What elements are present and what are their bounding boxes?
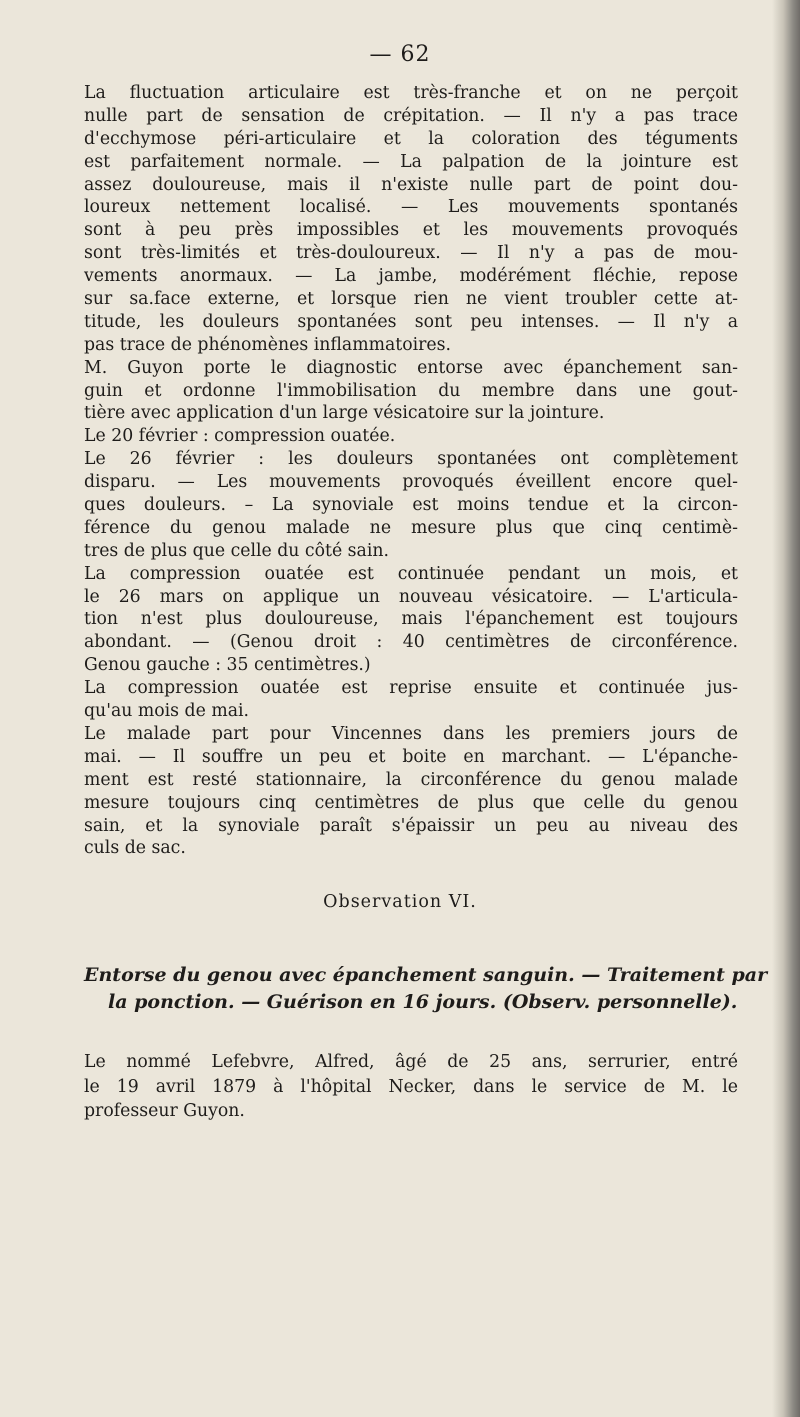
text-line: sain, et la synoviale paraît s'épaissir un peu au niveau des (84, 815, 738, 836)
page-edge-shadow (772, 0, 800, 1417)
text-line: La compression ouatée est continuée pendant un mois, et (84, 563, 738, 584)
subtitle-line: Entorse du genou avec épanchement sanguin. — Traitement par (84, 964, 768, 986)
text-line: Le 26 février : les douleurs spontanées ont complètement (84, 449, 738, 470)
text-line: d'ecchymose péri-articulaire et la coloration des téguments (84, 128, 738, 149)
text-line: titude, les douleurs spontanées sont peu intenses. — Il n'y a (84, 311, 738, 332)
text-line: M. Guyon porte le diagnostic entorse avec épanchement san- (84, 357, 738, 378)
text-line: mai. — Il souffre un peu et boite en marchant. — L'épanche- (84, 746, 738, 767)
text-line: loureux nettement localisé. — Les mouvements spontanés (84, 197, 738, 218)
text-line: pas trace de phénomènes inflammatoires. (84, 334, 451, 355)
text-line: mesure toujours cinq centimètres de plus que celle du genou (84, 792, 738, 813)
text-line: tière avec application d'un large vésicatoire sur la jointure. (84, 403, 605, 424)
text-line: Genou gauche : 35 centimètres.) (84, 655, 371, 676)
text-line: nulle part de sensation de crépitation. — Il n'y a pas trace (84, 105, 738, 126)
text-line: férence du genou malade ne mesure plus que cinq centimè- (84, 517, 738, 538)
text-line: le 26 mars on applique un nouveau vésicatoire. — L'articula- (84, 586, 738, 607)
text-line: La fluctuation articulaire est très-franche et on ne perçoit (84, 83, 738, 103)
text-line: tres de plus que celle du côté sain. (84, 540, 390, 561)
text-line: Le nommé Lefebvre, Alfred, âgé de 25 ans, serrurier, entré (84, 1052, 738, 1072)
text-line: sont à peu près impossibles et les mouvements provoqués (84, 220, 738, 241)
text-line: sont très-limités et très-douloureux. — Il n'y a pas de mou- (84, 243, 738, 264)
observation-intro (84, 1050, 738, 1124)
text-line: est parfaitement normale. — La palpation de la jointure est (84, 151, 738, 172)
text-line: Le malade part pour Vincennes dans les premiers jours de (84, 723, 738, 744)
body-text (84, 82, 738, 860)
text-line: La compression ouatée est reprise ensuite et continuée jus- (84, 678, 738, 699)
text-line: disparu. — Les mouvements provoqués éveillent encore quel- (84, 472, 738, 493)
subtitle-line: la ponction. — Guérison en 16 jours. (Observ. personnelle). (108, 991, 738, 1013)
text-line: tion n'est plus douloureuse, mais l'épanchement est toujours (84, 609, 738, 630)
text-line: Le 20 février : compression ouatée. (84, 426, 396, 447)
page-number: — 62 (369, 42, 431, 67)
observation-subtitle (84, 962, 768, 1016)
text-line: ment est resté stationnaire, la circonférence du genou malade (84, 769, 738, 790)
text-line: culs de sac. (84, 838, 186, 859)
text-line: qu'au mois de mai. (84, 701, 250, 722)
text-line: assez douloureuse, mais il n'existe nulle part de point dou- (84, 174, 738, 195)
text-line: le 19 avril 1879 à l'hôpital Necker, dans le service de M. le (84, 1076, 738, 1097)
observation-heading: Observation VI. (323, 892, 477, 912)
text-line: professeur Guyon. (84, 1101, 245, 1121)
text-line: ques douleurs. – La synoviale est moins tendue et la circon- (84, 495, 738, 516)
text-line: guin et ordonne l'immobilisation du membre dans une gout- (84, 380, 738, 401)
text-line: sur sa.face externe, et lorsque rien ne vient troubler cette at- (84, 289, 738, 310)
text-line: abondant. — (Genou droit : 40 centimètres de circonférence. (84, 632, 738, 653)
text-line: vements anormaux. — La jambe, modérément fléchie, repose (84, 266, 738, 287)
